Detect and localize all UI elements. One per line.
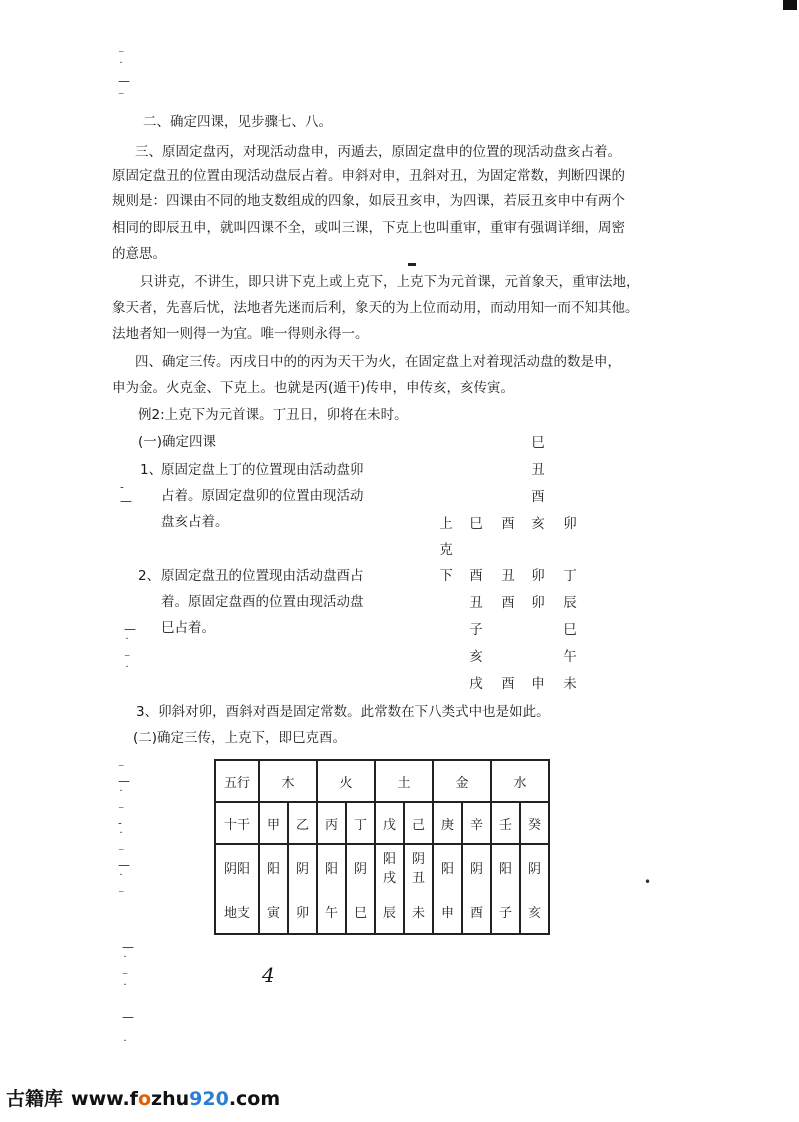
chart-cell: 酉: [531, 489, 545, 505]
site-logo-text: 古籍库: [6, 1088, 64, 1110]
table-cell: 阳: [433, 844, 462, 889]
table-cell: 午: [317, 889, 346, 934]
chart-cell: 巳: [469, 516, 483, 532]
table-cell: 火: [317, 760, 375, 802]
scan-mark: ˗ —: [120, 480, 132, 508]
chart-cell: 酉: [469, 568, 483, 584]
table-cell: 乙: [288, 802, 317, 844]
table-cell: 辰: [375, 889, 404, 934]
chart-cell: 卯: [531, 568, 545, 584]
step-text: 原固定盘上丁的位置现由活动盘卯: [161, 462, 364, 478]
paragraph-line: 3、卯斜对卯，酉斜对酉是固定常数。此常数在下八类式中也是如此。: [136, 704, 550, 720]
chart-cell: 戌: [469, 676, 483, 692]
site-url-part: o: [137, 1088, 152, 1110]
table-cell: 五行: [215, 760, 259, 802]
five-elements-table: [214, 759, 550, 935]
site-url-part: zhu: [151, 1088, 190, 1110]
table-cell: 庚: [433, 802, 462, 844]
cell-text: 阳: [382, 852, 396, 867]
table-cell: 水: [491, 760, 549, 802]
chart-cell: 丑: [531, 462, 545, 478]
scan-mark: ⁻ ˙ — ⁻: [118, 46, 130, 102]
chart-cell: 亥: [469, 649, 483, 665]
table-cell: 戊: [375, 802, 404, 844]
table-cell: 酉: [462, 889, 491, 934]
table-row: [215, 802, 549, 844]
chart-cell: 午: [563, 649, 577, 665]
table-cell: 亥: [520, 889, 549, 934]
table-cell: 申: [433, 889, 462, 934]
chart-cell: 申: [531, 676, 545, 692]
site-url-part: www.f: [71, 1088, 138, 1110]
table-cell: 寅: [259, 889, 288, 934]
site-watermark: [6, 1084, 280, 1111]
cell-text: 丑: [411, 871, 425, 886]
chart-cell: 未: [563, 676, 577, 692]
paragraph-line: 相同的即辰丑申，就叫四课不全，或叫三课，下克上也叫重审，重审有强调详细，周密: [112, 220, 625, 236]
table-cell: 丙: [317, 802, 346, 844]
site-url-part: 920: [189, 1088, 229, 1110]
chart-cell: 巳: [563, 622, 577, 638]
chart-cell: 子: [469, 622, 483, 638]
chart-cell: 上: [439, 516, 453, 532]
paragraph-line: 象天者，先喜后忧，法地者先迷而后利，象天的为上位而动用，而动用知一而不知其他。: [112, 300, 639, 316]
chart-cell: 酉: [501, 516, 515, 532]
table-cell: 巳: [346, 889, 375, 934]
chart-cell: 酉: [501, 676, 515, 692]
paragraph-line: 法地者知一则得一为宜。唯一得则永得一。: [112, 326, 369, 342]
paragraph-line: 原固定盘丑的位置由现活动盘辰占着。申斜对申，丑斜对丑，为固定常数，判断四课的: [112, 168, 625, 184]
table-cell: 阴: [346, 844, 375, 889]
paragraph-line: 规则是：四课由不同的地支数组成的四象，如辰丑亥申，为四课，若辰丑亥申中有两个: [112, 193, 625, 209]
scan-mark: — ˙ ⁻ ˙ — ˙: [122, 940, 134, 1052]
table-cell: 阴阳: [215, 844, 259, 889]
table-cell: 阴: [462, 844, 491, 889]
chart-cell: 下: [439, 568, 453, 584]
table-cell: 阳: [317, 844, 346, 889]
chart-cell: 辰: [563, 595, 577, 611]
table-cell: 丁: [346, 802, 375, 844]
chart-cell: 丑: [469, 595, 483, 611]
scan-mark: ⁻ — ˙ ⁻ ˗ ˙ ⁻ — ˙ ⁻: [118, 760, 130, 900]
step-text: 盘亥占着。: [161, 514, 229, 530]
table-cell: [375, 844, 404, 889]
section-heading: (一)确定四课: [138, 434, 217, 450]
cell-text: 戌: [382, 871, 396, 886]
scan-mark: [783, 0, 797, 10]
table-cell: 阴: [288, 844, 317, 889]
chart-cell: 酉: [501, 595, 515, 611]
table-cell: 阳: [259, 844, 288, 889]
site-url-part: .com: [228, 1088, 281, 1110]
paragraph-line: 三、原固定盘丙，对现活动盘申，丙遁去，原固定盘申的位置的现活动盘亥占着。: [135, 144, 621, 160]
table-row: [215, 844, 549, 889]
table-cell: 土: [375, 760, 433, 802]
table-cell: 木: [259, 760, 317, 802]
step-text: 原固定盘丑的位置现由活动盘酉占: [161, 568, 364, 584]
step-number: 2、: [138, 568, 161, 584]
step-text: 占着。原固定盘卯的位置由现活动: [161, 488, 364, 504]
table-cell: 己: [404, 802, 433, 844]
scan-mark: — ˙ ⁻ ˙: [124, 622, 136, 678]
table-cell: 阴: [520, 844, 549, 889]
step-text: 巳占着。: [161, 620, 215, 636]
table-row: [215, 889, 549, 934]
step-number: 1、: [140, 462, 163, 478]
section-heading: (二)确定三传，上克下，即巳克酉。: [133, 730, 347, 746]
page-number: 4: [262, 963, 275, 987]
table-cell: 十干: [215, 802, 259, 844]
chart-cell: 卯: [563, 516, 577, 532]
table-cell: 卯: [288, 889, 317, 934]
chart-cell: 丑: [501, 568, 515, 584]
table-cell: [404, 844, 433, 889]
table-row: [215, 760, 549, 802]
table-cell: 子: [491, 889, 520, 934]
table-cell: 壬: [491, 802, 520, 844]
cell-text: 阴: [411, 852, 425, 867]
table-cell: 辛: [462, 802, 491, 844]
chart-cell: 亥: [531, 516, 545, 532]
table-cell: 阳: [491, 844, 520, 889]
table-cell: 甲: [259, 802, 288, 844]
chart-cell: 丁: [563, 568, 577, 584]
paragraph-line: 的意思。: [112, 246, 166, 262]
paragraph-line: 申为金。火克金、下克上。也就是丙(遁干)传申，申传亥，亥传寅。: [112, 380, 515, 396]
scan-mark: •: [644, 875, 652, 889]
chart-cell: 巳: [531, 435, 545, 451]
paragraph-line: 例2:上克下为元首课。丁丑日，卯将在未时。: [138, 407, 408, 423]
chart-cell: 克: [439, 542, 453, 558]
chart-cell: 卯: [531, 595, 545, 611]
table-cell: 金: [433, 760, 491, 802]
paragraph-line: 只讲克，不讲生，即只讲下克上或上克下，上克下为元首课，元首象天，重审法地，: [140, 274, 640, 290]
step-text: 着。原固定盘酉的位置由现活动盘: [161, 594, 364, 610]
paragraph-line: 二、确定四课，见步骤七、八。: [143, 114, 332, 130]
paragraph-line: 四、确定三传。丙戌日中的的丙为天干为火，在固定盘上对着现活动盘的数是申，: [135, 354, 621, 370]
table-cell: 地支: [215, 889, 259, 934]
table-cell: 癸: [520, 802, 549, 844]
table-cell: 未: [404, 889, 433, 934]
